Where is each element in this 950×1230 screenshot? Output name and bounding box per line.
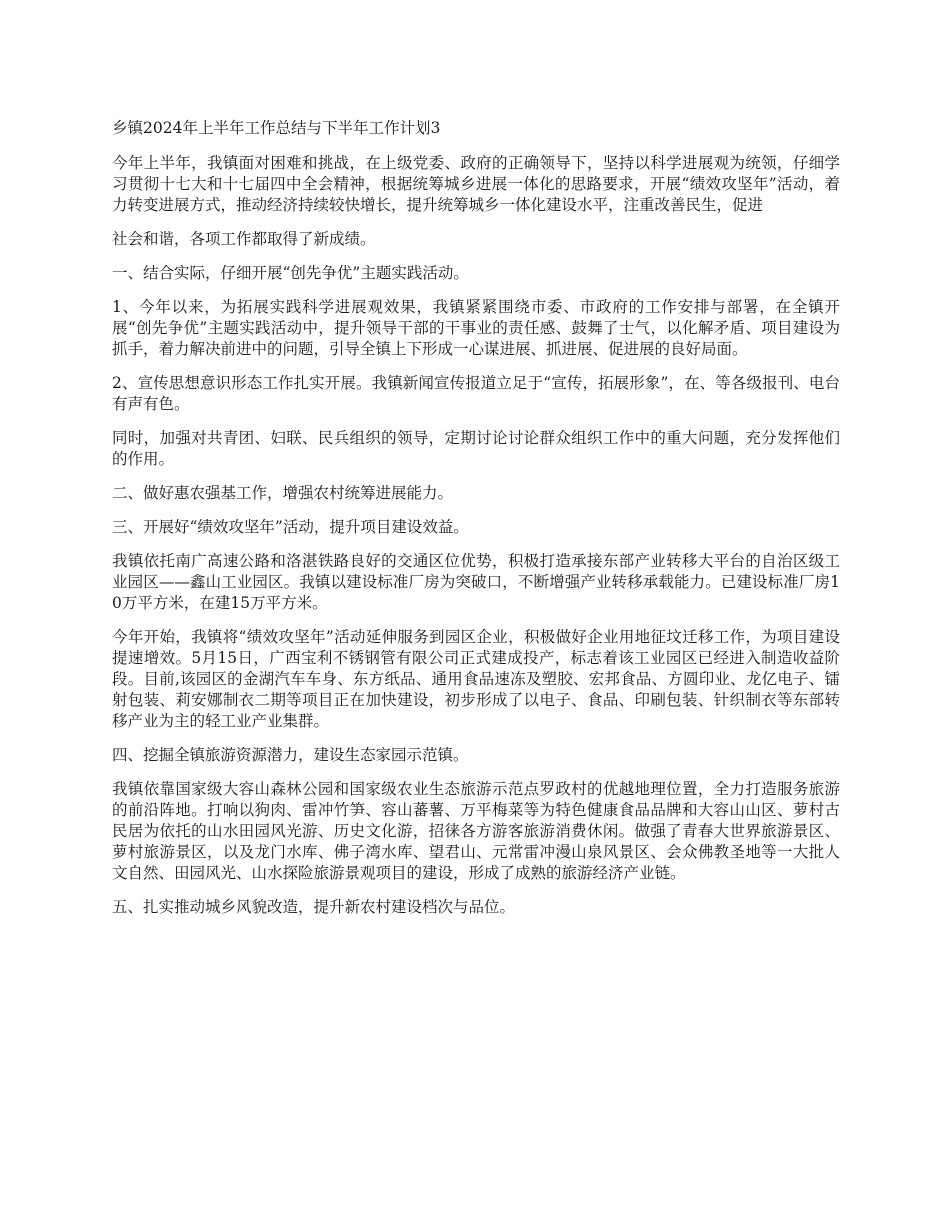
paragraph-tourism: 我镇依靠国家级大容山森林公园和国家级农业生态旅游示范点罗政村的优越地理位置，全力打造服务旅游的前沿阵地。打响以狗肉、雷冲竹笋、容山蕃薯、万平梅菜等为特色健康食品品牌和大容山山区、萝村古民居为依托的山水田园风光游、历史文化游，招徕各方游客旅游消费休闲。做强了青春大世界旅游景区、萝村旅游景区，以及龙门水库、佛子湾水库、望君山、元常雷冲漫山泉风景区、会众佛教圣地等一大批人文自然、田园风光、山水探险旅游景观项目的建设，形成了成熟的旅游经济产业链。 (112, 780, 840, 882)
paragraph-projects: 今年开始，我镇将“绩效攻坚年”活动延伸服务到园区企业，积极做好企业用地征坟迁移工作，为项目建设提速增效。5月15日，广西宝利不锈钢管有限公司正式建成投产，标志着该工业园区已经进入制造收益阶段。目前,该园区的金湖汽车车身、东方纸品、通用食品速冻及塑胶、宏邦食品、方圆印业、龙亿电子、镭射包装、莉安娜制衣二期等项目正在加快建设，初步形成了以电子、食品、印刷包装、针织制衣等东部转移产业为主的轻工业产业集群。 (112, 628, 840, 730)
paragraph-industrial-park: 我镇依托南广高速公路和洛湛铁路良好的交通区位优势，积极打造承接东部产业转移大平台的自治区级工业园区——鑫山工业园区。我镇以建设标准厂房为突破口，不断增强产业转移承载能力。已建设标准厂房10万平方米，在建15万平方米。 (112, 552, 840, 612)
section-heading-3: 三、开展好“绩效攻坚年”活动，提升项目建设效益。 (112, 518, 469, 536)
section-heading-5: 五、扎实推动城乡风貌改造，提升新农村建设档次与品位。 (112, 898, 516, 916)
section-heading-4: 四、挖掘全镇旅游资源潜力，建设生态家园示范镇。 (112, 746, 469, 764)
paragraph-intro-continued: 社会和谐，各项工作都取得了新成绩。 (112, 230, 376, 248)
paragraph-organizations: 同时，加强对共青团、妇联、民兵组织的领导，定期讨论讨论群众组织工作中的重大问题，充分发挥他们的作用。 (112, 429, 840, 468)
paragraph-item-2: 2、宣传思想意识形态工作扎实开展。我镇新闻宣传报道立足于“宣传，拓展形象”，在、等各级报刊、电台有声有色。 (112, 374, 840, 413)
section-heading-2: 二、做好惠农强基工作，增强农村统筹进展能力。 (112, 484, 454, 502)
document-page (112, 118, 840, 931)
document-title: 乡镇2024年上半年工作总结与下半年工作计划3 (112, 119, 441, 137)
paragraph-item-1: 1、今年以来，为拓展实践科学进展观效果，我镇紧紧围绕市委、市政府的工作安排与部署，在全镇开展“创先争优”主题实践活动中，提升领导干部的干事业的责任感、鼓舞了士气，以化解矛盾、项目建设为抓手，着力解决前进中的问题，引导全镇上下形成一心谋进展、抓进展、促进展的良好局面。 (112, 298, 840, 358)
section-heading-1: 一、结合实际，仔细开展“创先争优”主题实践活动。 (112, 264, 469, 282)
paragraph-intro: 今年上半年，我镇面对困难和挑战，在上级党委、政府的正确领导下，坚持以科学进展观为统领，仔细学习贯彻十七大和十七届四中全会精神，根据统筹城乡进展一体化的思路要求，开展“绩效攻坚年”活动，着力转变进展方式，推动经济持续较快增长，提升统筹城乡一体化建设水平，注重改善民生，促进 (112, 154, 840, 214)
